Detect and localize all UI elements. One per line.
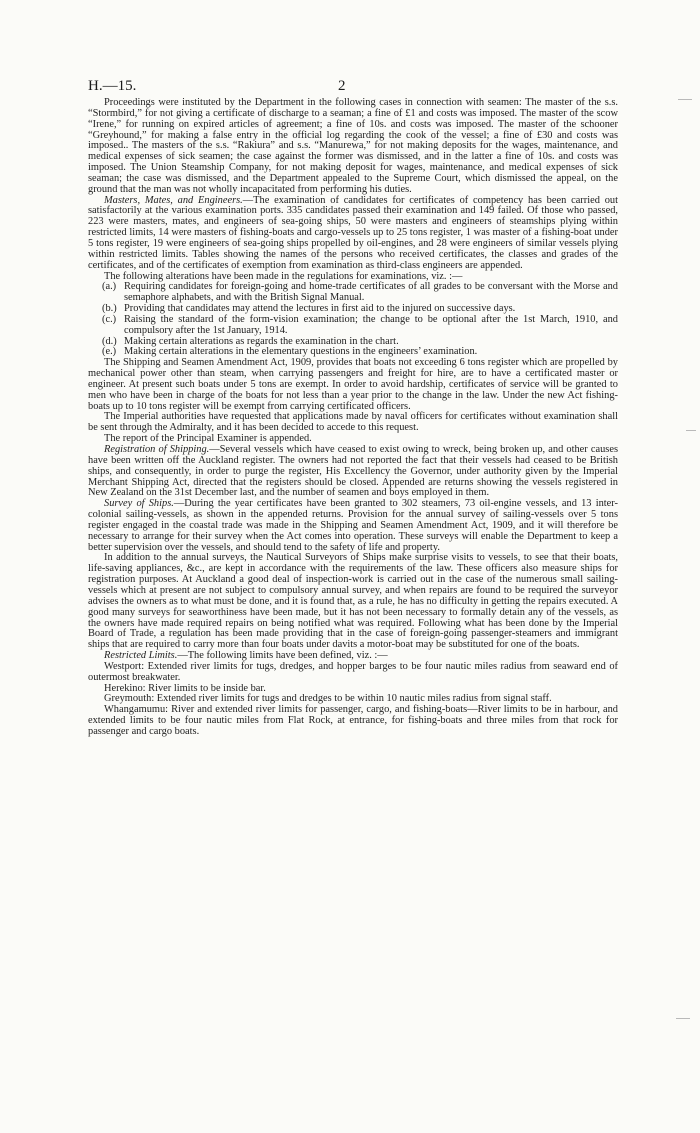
scan-mark [678,99,692,100]
section-heading: Registration of Shipping. [104,444,210,455]
list-item-text: Making certain alterations as regards the examination in the chart. [124,335,399,347]
paragraph-registration [88,445,618,499]
paragraph-surprise-visits: In addition to the annual surveys, the Nautical Surveyors of Ships make surprise visits to vessels, to see that their boats, life-saving appliances, &c., are kept in accordance with the requirements of the law. These officers also measure ships for registration purposes. At Auckland a good deal of inspection-work is carried out in the case of the numerous small sailing-vessels which at present are not subject to compulsory annual survey, and when repairs are found to be required the surveyor advises the owners as to what must be done, and it is found that, as a rule, he has no difficulty in getting the repairs executed. A good many surveys for seaworthiness have been made, but it has not been necessary to formally detain any of the vessels, as the owners have made required repairs on being notified what was required. Following what has been done by the Imperial Board of Trade, a regulation has been made providing that in the case of foreign-going passenger-steamers and immigrant ships that are required to carry more than four boats under davits a motor-boat may be substituted for one of the boats. [88,552,618,651]
paragraph-alterations-intro: The following alterations have been made in the regulations for examinations, viz. :— [104,270,463,282]
list-marker: (c.) [102,313,117,325]
section-heading: Masters, Mates, and Engineers. [104,194,243,206]
section-heading: Survey of Ships. [104,498,174,510]
list-item-text: Requiring candidates for foreign-going and home-trade certificates of all grades to be conversant with the Morse and semaphore alphabets, and with the British Signal Manual. [124,281,618,304]
paragraph-text: —The following limits have been defined, viz. :— [177,650,388,662]
list-item [88,315,618,337]
scan-mark [676,1018,690,1019]
alterations-list [88,282,618,358]
paragraph-whangamumu: Whangamumu: River and extended river limits for passenger, cargo, and fishing-boats—River limits to be in harbour, and extended limits to be four nautic miles from Flat Rock, at entrance, for fishing-boats and three miles from that rock for passenger and cargo boats. [88,704,618,737]
paragraph-herekino: Herekino: River limits to be inside bar. [104,682,266,694]
list-item [88,347,618,358]
list-item-text: Raising the standard of the form-vision examination; the change to be optional after the 1st March, 1910, and compulsory after the 1st January, 1914. [124,313,618,336]
list-marker: (d.) [102,335,117,347]
list-item-text: Making certain alterations in the elementary questions in the engineers’ examination. [124,346,478,358]
paragraph-proceedings: Proceedings were instituted by the Department in the following cases in connection with seamen: The master of the s.s. “Stormbird,” for not giving a certificate of discharge to a seaman; a fine of £1 and costs was imposed. The master of the scow “Irene,” for running on expired articles of agreement; a fine of 10s. and costs was imposed. The master of the schooner “Greyhound,” for making a false entry in the official log regarding the cook of the vessel; a fine of £30 and costs was imposed.. The masters of the s.s. “Rakiura” and s.s. “Manurewa,” for not making deposits for the wages, maintenance, and medical expenses of sick seamen; the case against the former was dismissed, and in the latter a fine of 10s. and costs was imposed. The Union Steamship Company, for not making deposit for wages, maintenance, and medical expenses of sick seaman; the case was dismissed, and the Department appealed to the Supreme Court, which dismissed the appeal, on the ground that the man was not wholly incapacitated from performing his duties. [88,97,618,195]
document-body [88,98,618,738]
paragraph-greymouth: Greymouth: Extended river limits for tugs and dredges to be within 10 nautic miles radius from signal staff. [104,693,552,705]
paragraph-shipping-act: The Shipping and Seamen Amendment Act, 1909, provides that boats not exceeding 6 tons register which are propelled by mechanical power other than steam, when carrying passengers and freight for hire, are to have a certificated master or engineer. At present such boats under 5 tons are exempt. In order to avoid hardship, certificates of service will be granted to men who have been in charge of the boats for not less than a year prior to the change in the law. Under the new Act fishing-boats up to 10 tons register will be exempt from carrying certificated officers. [88,357,618,412]
paragraph-text: —Several vessels which have ceased to exist owing to wreck, being broken up, and other causes have been written off the Auckland register. The owners had not reported the fact that their vessels had ceased to be British ships, and consequently, in order to purge the register, His Excellency the Governor, under authority given by the Imperial Merchant Shipping Act, directed that the registers should be closed. Appended are returns showing the vessels registered in New Zealand on the 31st December last, and the number of seamen and boys employed in them. [88,444,618,499]
paragraph-principal-examiner: The report of the Principal Examiner is appended. [104,433,312,445]
paragraph-text: —The examination of candidates for certificates of competency has been carried out satisfactorily at the various examination ports. 335 candidates passed their examination and 149 failed. Of those who passed, 223 were masters, mates, and engineers of sea-going ships, 50 were masters and engineers of steamships plying within restricted limits, 14 were masters of fishing-boats and cargo-vessels up to 25 tons register, 1 was master of a fishing-boat under 5 tons register, 19 were engineers of sea-going ships propelled by oil-engines, and 28 were engineers of similar vessels plying within restricted limits. Tables showing the names of the persons who received certificates, the classes and grades of the certificates, and of the certificates of exemption from examination as third-class engineers are appended. [88,194,618,271]
list-item [88,282,618,304]
list-marker: (e.) [102,346,117,358]
paragraph-imperial-authorities: The Imperial authorities have requested that applications made by naval officers for certificates without examination shall be sent through the Admiralty, and it has been decided to accede to this request. [88,411,618,434]
list-marker: (b.) [102,303,117,315]
document-reference: H.—15. [88,78,137,94]
paragraph-westport: Westport: Extended river limits for tugs, dredges, and hopper barges to be four nautic miles radius from seaward end of outermost breakwater. [88,660,618,683]
paragraph-survey [88,499,618,553]
paragraph-text: —During the year certificates have been granted to 302 steamers, 73 oil-engine vessels, and 13 inter-colonial sailing-vessels, as shown in the appended returns. Provision for the annual survey of sailing-vessels over 5 tons register engaged in the coastal trade was made in the Shipping and Seamen Amendment Act, 1909, and it will therefore be necessary to arrange for their survey when the Act comes into operation. These surveys will enable the Department to keep a better supervision over the vessels, and should tend to the safety of life and property. [88,498,618,553]
scan-mark [686,430,696,431]
section-heading: Restricted Limits. [104,650,178,662]
list-item-text: Providing that candidates may attend the lectures in first aid to the injured on successive days. [124,303,516,315]
page-number: 2 [338,78,346,94]
page-header [88,78,608,98]
list-marker: (a.) [102,281,117,293]
paragraph-masters-mates-engineers [88,196,618,272]
